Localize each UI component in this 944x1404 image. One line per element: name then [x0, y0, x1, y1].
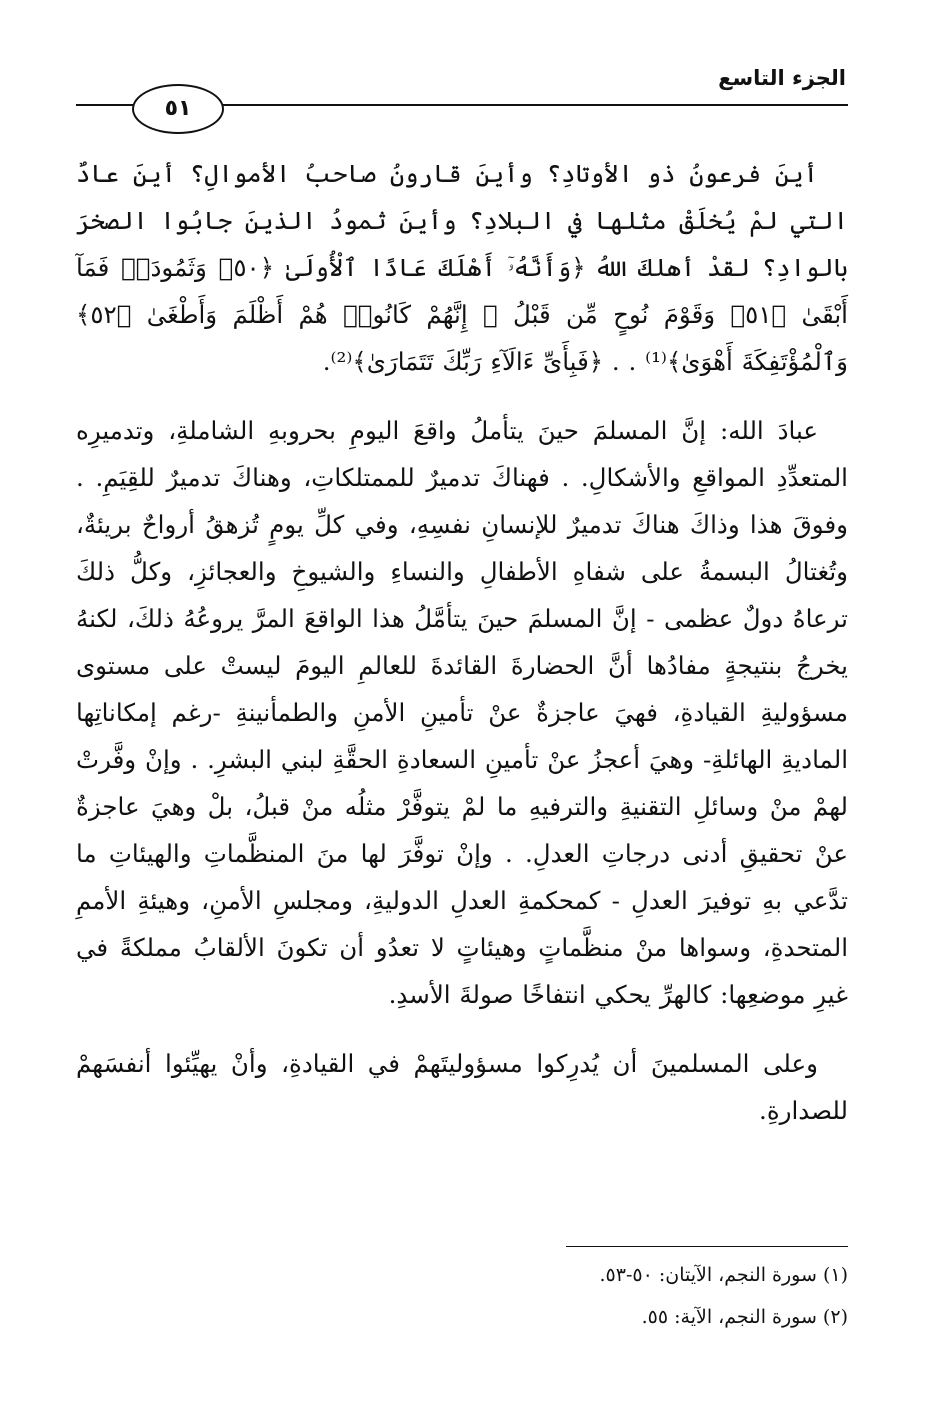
- paragraph-3: وعلى المسلمينَ أن يُدرِكوا مسؤوليتَهمْ في القيادةِ، وأنْ يهيِّئوا أنفسَهمْ للصدارةِ.: [76, 1049, 848, 1125]
- paragraph-1: أينَ فرعونُ ذو الأوتادِ؟ وأينَ قارونُ صاحبُ الأموالِ؟ أينَ عادٌ التي لمْ يُخلَقْ مثلها في البلادِ؟ وأينَ ثمودُ الذينَ جابُوا الصخرَ بالوادِ؟ لقدْ أهلكَ اللهُ ﴿وَأَنَّهُۥٓ أَهْلَكَ عَادًا ٱلْأُولَىٰ ﴿٥٠﴾ وَثَمُودَا۟ فَمَآ أَبْقَىٰ ﴿٥١﴾ وَقَوْمَ نُوحٍ مِّن قَبْلُ ۖ إِنَّهُمْ كَانُوا۟ هُمْ أَظْلَمَ وَأَطْغَىٰ ﴿٥٢﴾ وَٱلْمُؤْتَفِكَةَ أَهْوَىٰ﴾⁽¹⁾ . . ﴿فَبِأَىِّ ءَالَآءِ رَبِّكَ تَتَمَارَىٰ﴾⁽²⁾.: [76, 159, 849, 376]
- footnote-separator: [566, 1246, 848, 1247]
- page-number: ٥١: [132, 84, 224, 134]
- footnotes: [300, 1260, 848, 1344]
- footnote-1: (١) سورة النجم، الآيتان: ٥٠-٥٣.: [599, 1264, 848, 1286]
- footnote-2: (٢) سورة النجم، الآية: ٥٥.: [641, 1306, 848, 1328]
- page-body: [76, 150, 848, 1134]
- paragraph-2: عبادَ الله: إنَّ المسلمَ حينَ يتأملُ واقعَ اليومِ بحروبهِ الشاملةِ، وتدميرِه المتعدِّدِ المواقعِ والأشكالِ. . فهناكَ تدميرٌ للممتلكاتِ، وهناكَ تدميرٌ للقِيَمِ. . وفوقَ هذا وذاكَ هناكَ تدميرٌ للإنسانِ نفسِهِ، وفي كلِّ يومٍ تُزهقُ أرواحٌ بريئةٌ، وتُغتالُ البسمةُ على شفاهِ الأطفالِ والنساءِ والشيوخِ والعجائزِ، وكلُّ ذلكَ ترعاهُ دولٌ عظمى - إنَّ المسلمَ حينَ يتأمَّلُ هذا الواقعَ المرَّ يروعُهُ ذلكَ، لكنهُ يخرجُ بنتيجةٍ مفادُها أنَّ الحضارةَ القائدةَ للعالمِ اليومَ ليستْ على مستوى مسؤوليةِ القيادةِ، فهيَ عاجزةٌ عنْ تأمينِ الأمنِ والطمأنينةِ -رغم إمكاناتِها الماديةِ الهائلةِ- وهيَ أعجزُ عنْ تأمينِ السعادةِ الحقَّةِ لبني البشرِ. . وإنْ وفَّرتْ لهمْ منْ وسائلِ التقنيةِ والترفيهِ ما لمْ يتوفَّرْ مثلُه منْ قبلُ، بلْ وهيَ عاجزةٌ عنْ تحقيقِ أدنى درجاتِ العدلِ. . وإنْ توفَّرَ لها منَ المنظَّماتِ والهيئاتِ ما تدَّعي بهِ توفيرَ العدلِ - كمحكمةِ العدلِ الدوليةِ، ومجلسِ الأمنِ، وهيئةِ الأممِ المتحدةِ، وسواها منْ منظَّماتٍ وهيئاتٍ لا تعدُو أن تكونَ الألقابُ مملكةً في غيرِ موضعِها: كالهرِّ يحكي انتفاخًا صولةَ الأسدِ.: [76, 416, 848, 1009]
- running-header-title: الجزء التاسع: [718, 66, 846, 90]
